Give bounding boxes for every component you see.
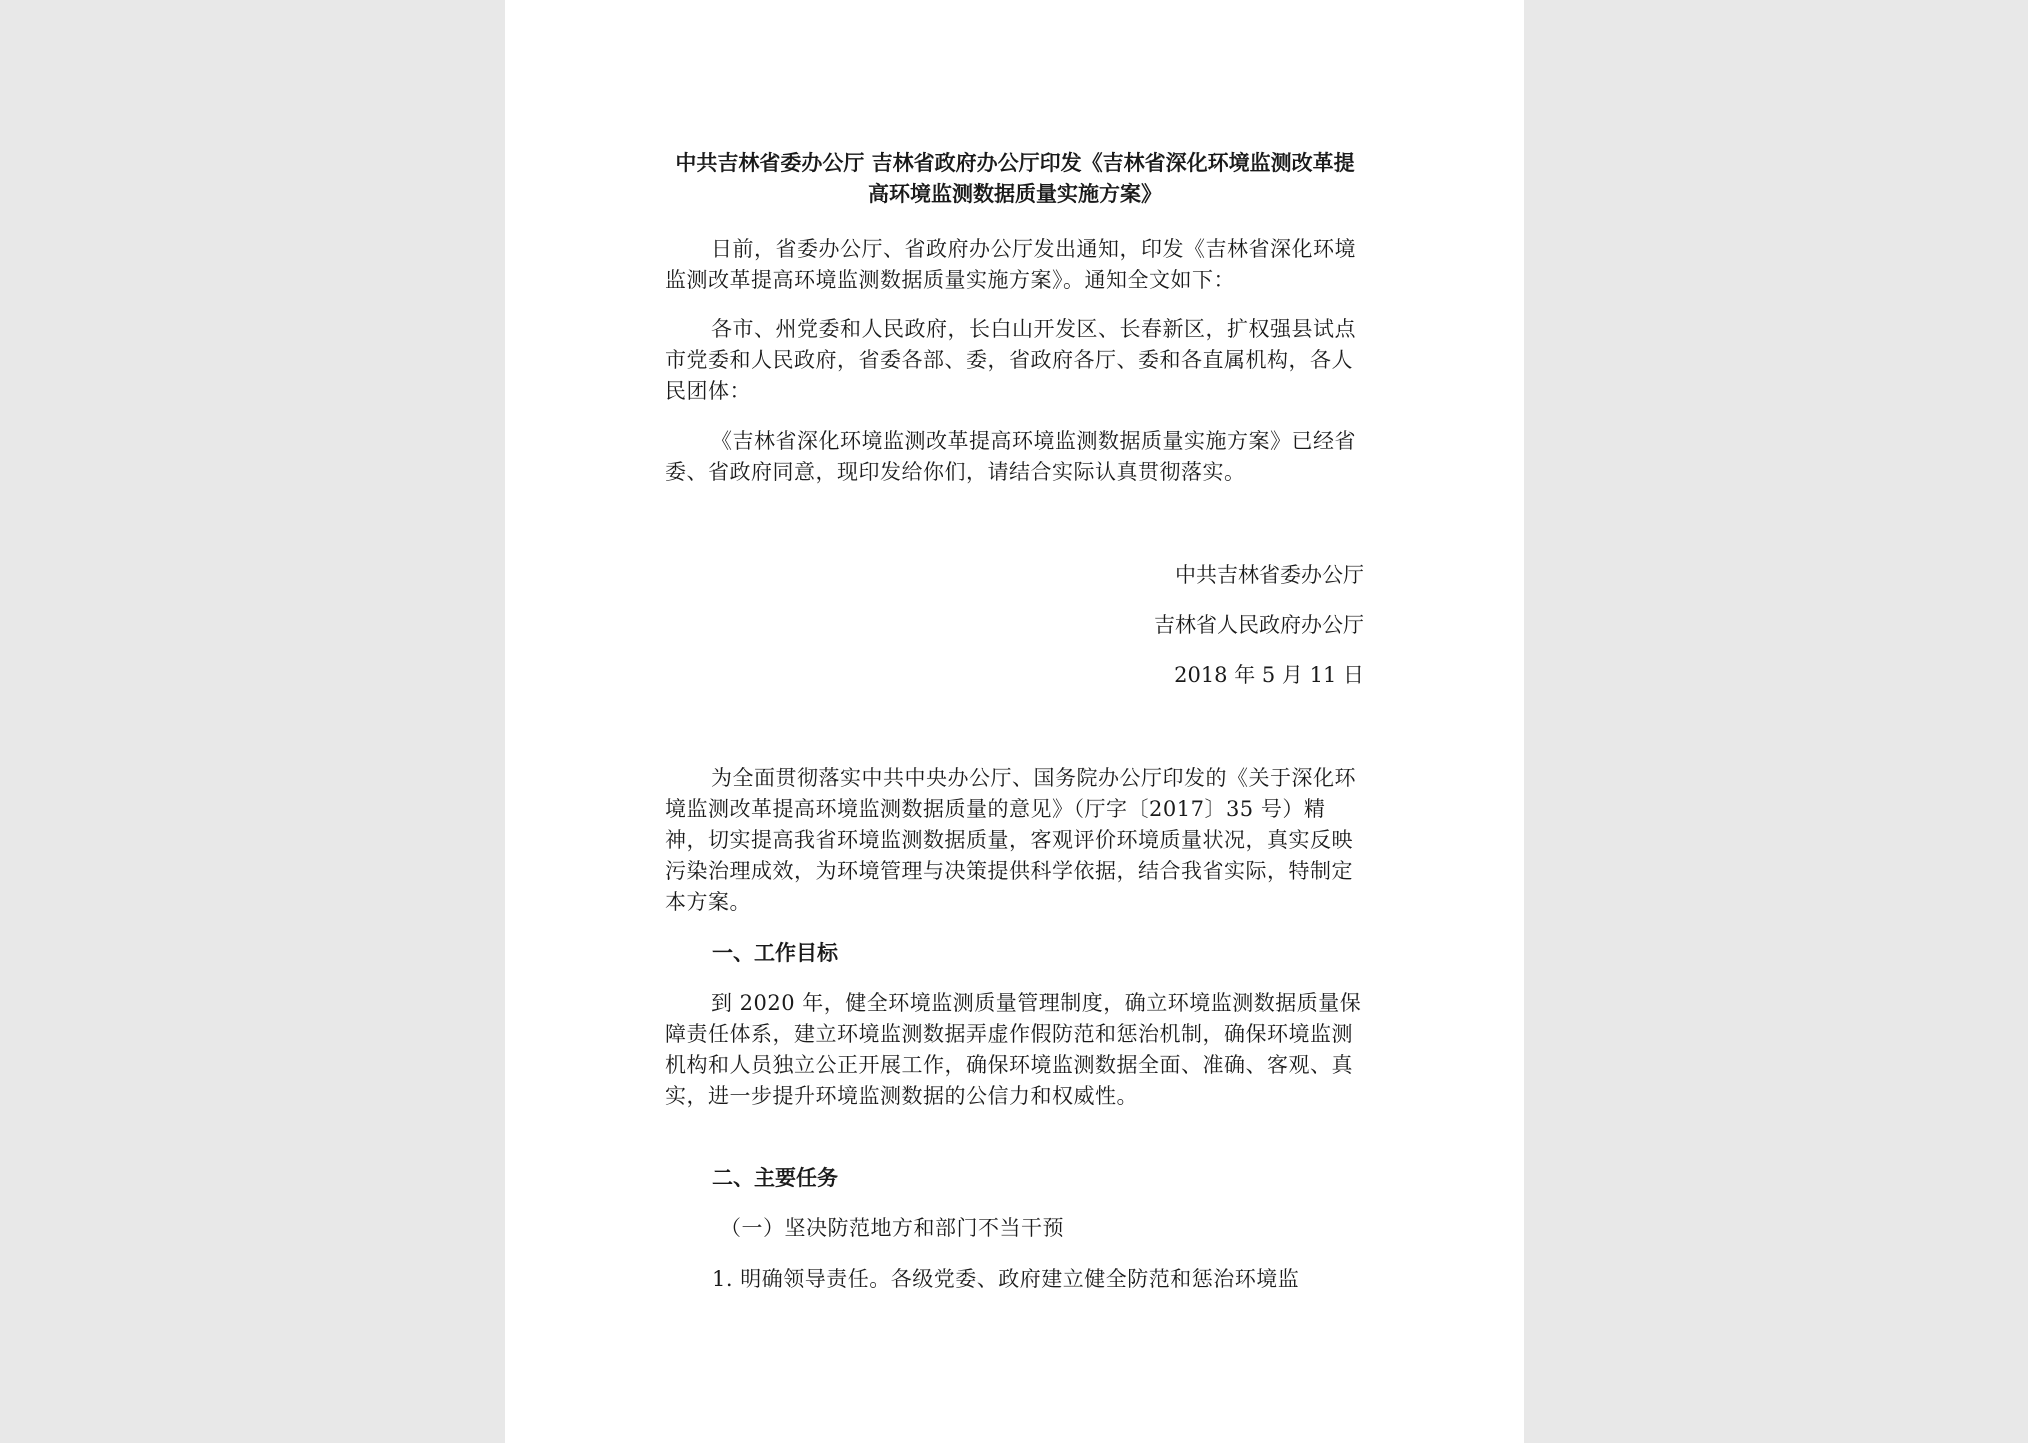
paragraph-leadership-responsibility: 1. 明确领导责任。各级党委、政府建立健全防范和惩治环境监: [712, 1267, 1300, 1291]
subheading-prevent-interference: （一）坚决防范地方和部门不当干预: [720, 1216, 1064, 1240]
signature-org-party: 中共吉林省委办公厅: [1175, 563, 1364, 587]
paragraph-notice: 日前，省委办公厅、省政府办公厅发出通知，印发《吉林省深化环境监测改革提高环境监测数据质量实施方案》。通知全文如下：: [665, 237, 1356, 292]
paragraph-preamble: 为全面贯彻落实中共中央办公厅、国务院办公厅印发的《关于深化环境监测改革提高环境监测数据质量的意见》（厅字〔2017〕35 号）精神，切实提高我省环境监测数据质量，客观评价环境质量状况，真实反映污染治理成效，为环境管理与决策提供科学依据，结合我省实际，特制定本方案。: [665, 766, 1356, 914]
signature-date: 2018 年 5 月 11 日: [1174, 663, 1364, 687]
document-page: [505, 0, 1524, 1443]
paragraph-goals: 到 2020 年，健全环境监测质量管理制度，确立环境监测数据质量保障责任体系，建立环境监测数据弄虚作假防范和惩治机制，确保环境监测机构和人员独立公正开展工作，确保环境监测数据全面、准确、客观、真实，进一步提升环境监测数据的公信力和权威性。: [665, 991, 1362, 1108]
heading-work-goals: 一、工作目标: [712, 941, 838, 965]
signature-org-government: 吉林省人民政府办公厅: [1154, 613, 1364, 637]
document-title: 中共吉林省委办公厅 吉林省政府办公厅印发《吉林省深化环境监测改革提高环境监测数据质量实施方案》: [675, 151, 1355, 206]
heading-main-tasks: 二、主要任务: [712, 1166, 838, 1190]
paragraph-approval: 《吉林省深化环境监测改革提高环境监测数据质量实施方案》已经省委、省政府同意，现印发给你们，请结合实际认真贯彻落实。: [665, 429, 1356, 484]
paragraph-recipients: 各市、州党委和人民政府，长白山开发区、长春新区，扩权强县试点市党委和人民政府，省委各部、委，省政府各厅、委和各直属机构，各人民团体：: [665, 317, 1356, 403]
